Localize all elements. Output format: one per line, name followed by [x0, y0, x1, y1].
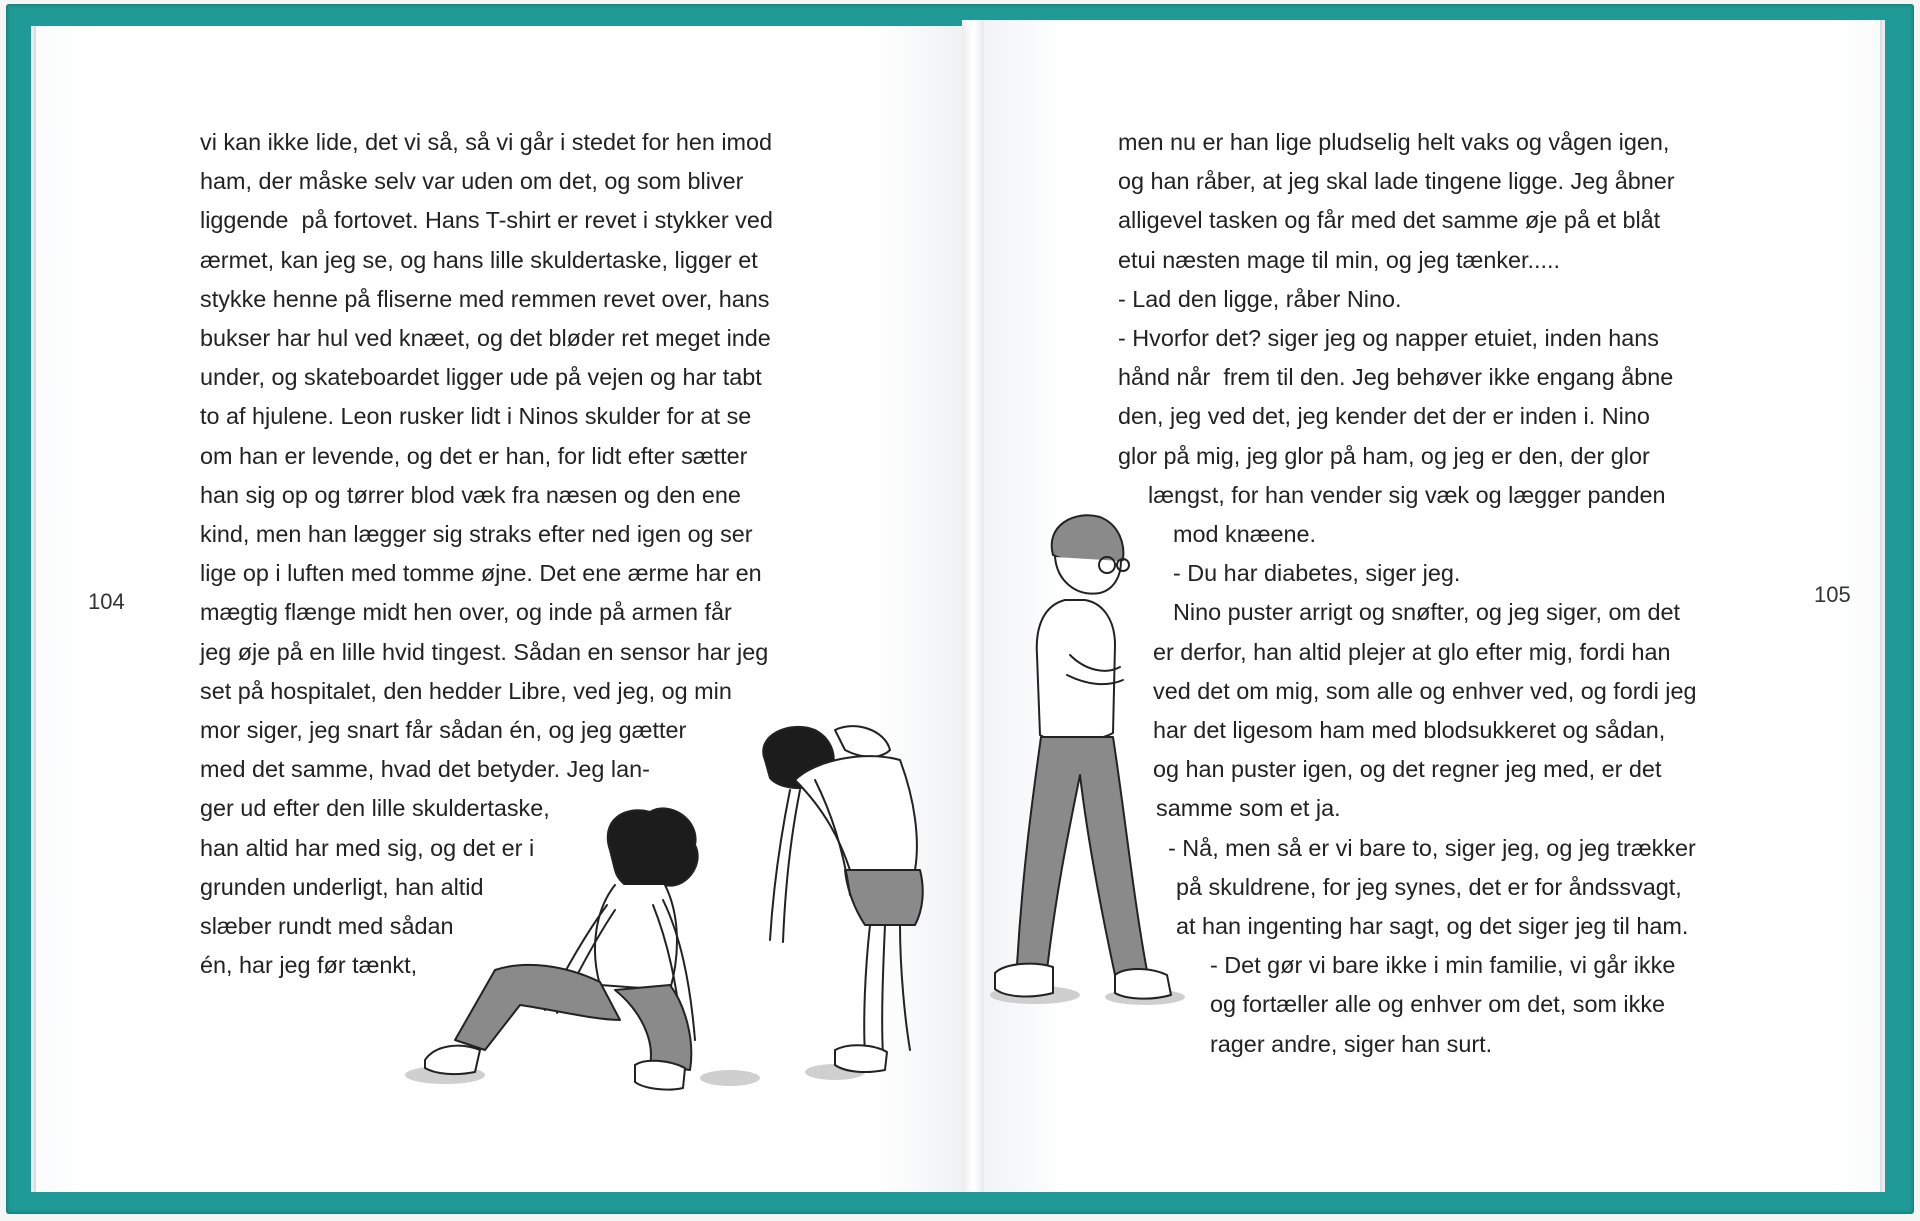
- text-line: han altid har med sig, og det er i: [200, 834, 535, 861]
- text-line: og fortæller alle og enhver om det, som ikke: [1210, 991, 1666, 1018]
- text-line: samme som et ja.: [1156, 795, 1341, 822]
- text-line: er derfor, han altid plejer at glo efter mig, fordi han: [1153, 638, 1671, 665]
- text-line: og han råber, at jeg skal lade tingene ligge. Jeg åbner: [1118, 168, 1675, 195]
- text-line: slæber rundt med sådan: [200, 913, 454, 940]
- text-line: - Nå, men så er vi bare to, siger jeg, og jeg trækker: [1168, 834, 1696, 861]
- text-line: mod knæene.: [1173, 521, 1317, 548]
- text-line: kind, men han lægger sig straks efter ned igen og ser: [200, 521, 753, 548]
- text-line: - Lad den ligge, råber Nino.: [1118, 285, 1402, 312]
- text-line: ved det om mig, som alle og enhver ved, og fordi jeg: [1153, 677, 1697, 704]
- text-line: vi kan ikke lide, det vi så, så vi går i stedet for hen imod: [200, 129, 773, 155]
- text-line: etui næsten mage til min, og jeg tænker.....: [1118, 246, 1561, 273]
- text-line: én, har jeg før tænkt,: [200, 952, 418, 979]
- text-line: om han er levende, og det er han, for lidt efter sætter: [200, 442, 748, 469]
- text-line: længst, for han vender sig væk og lægger panden: [1148, 481, 1666, 508]
- text-line: på skuldrene, for jeg synes, det er for åndssvagt,: [1176, 873, 1682, 900]
- text-line: liggende på fortovet. Hans T-shirt er revet i stykker ved: [200, 207, 773, 234]
- text-line: han sig op og tørrer blod væk fra næsen og den ene: [200, 481, 741, 508]
- text-line: ærmet, kan jeg se, og hans lille skuldertaske, ligger et: [200, 246, 758, 273]
- text-line: - Hvorfor det? siger jeg og napper etuiet, inden hans: [1118, 325, 1659, 352]
- text-line: at han ingenting har sagt, og det siger jeg til ham.: [1176, 913, 1689, 940]
- text-line: mor siger, jeg snart får sådan én, og jeg gætter: [200, 717, 687, 744]
- text-line: under, og skateboardet ligger ude på vejen og har tabt: [200, 364, 762, 391]
- text-line: ham, der måske selv var uden om det, og som bliver: [200, 168, 744, 195]
- text-line: glor på mig, jeg glor på ham, og jeg er den, der glor: [1118, 442, 1650, 469]
- text-line: og han puster igen, og det regner jeg med, er det: [1153, 756, 1662, 783]
- text-line: jeg øje på en lille hvid tingest. Sådan en sensor har jeg: [200, 638, 769, 665]
- text-line: - Det gør vi bare ikke i min familie, vi går ikke: [1210, 952, 1676, 979]
- text-line: bukser har hul ved knæet, og det bløder ret meget inde: [200, 325, 771, 352]
- text-line: hånd når frem til den. Jeg behøver ikke engang åbne: [1118, 364, 1674, 391]
- illustration-two-kids: [395, 720, 955, 1150]
- text-line: Nino puster arrigt og snøfter, og jeg siger, om det: [1173, 599, 1681, 626]
- text-line: ger ud efter den lille skuldertaske,: [200, 795, 550, 822]
- text-line: rager andre, siger han surt.: [1210, 1030, 1493, 1057]
- text-line: alligevel tasken og får med det samme øje på et blåt: [1118, 207, 1661, 234]
- text-line: men nu er han lige pludselig helt vaks og vågen igen,: [1118, 129, 1670, 155]
- text-line: lige op i luften med tomme øjne. Det ene ærme har en: [200, 560, 762, 587]
- text-line: med det samme, hvad det betyder. Jeg lan-: [200, 756, 650, 783]
- right-page-number: 105: [1814, 582, 1851, 607]
- text-line: den, jeg ved det, jeg kender det der er inden i. Nino: [1118, 403, 1650, 430]
- text-line: grunden underligt, han altid: [200, 873, 484, 900]
- text-line: har det ligesom ham med blodsukkeret og sådan,: [1153, 717, 1666, 744]
- left-page-number: 104: [88, 589, 125, 614]
- right-page-text: [1118, 123, 1696, 1064]
- text-line: stykke henne på fliserne med remmen revet over, hans: [200, 285, 770, 312]
- text-line: to af hjulene. Leon rusker lidt i Ninos skulder for at se: [200, 403, 752, 430]
- text-line: set på hospitalet, den hedder Libre, ved jeg, og min: [200, 677, 732, 704]
- text-line: mægtig flænge midt hen over, og inde på armen får: [200, 599, 732, 626]
- text-line: - Du har diabetes, siger jeg.: [1173, 560, 1461, 587]
- illustration-standing-kid: [975, 505, 1195, 1020]
